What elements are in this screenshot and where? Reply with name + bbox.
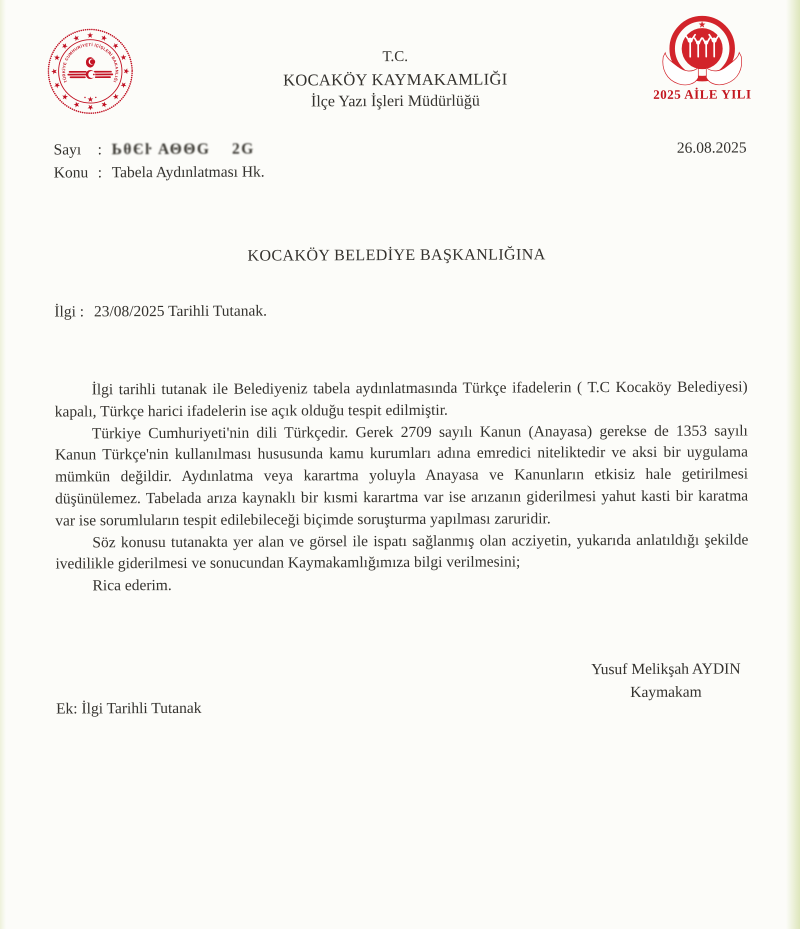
recipient-line: KOCAKÖY BELEDİYE BAŞKANLIĞINA <box>247 246 546 265</box>
letter-date: 26.08.2025 <box>676 139 747 157</box>
body-paragraph: Türkiye Cumhuriyeti'nin dili Türkçedir. Gerek 2709 sayılı Kanun (Anayasa) gerekse de 1353 sayılı Kanun Türkçe'nin kullanılması hususunda kamu kurumları adına emredici niteliktedir ve aksi bir uygulama mümkün değildir. Aydınlatma veya karartma yoluyla Anayasa ve Kanunların etkisiz hale getirilmesi düşünülemez. Tabelada arıza kaynaklı bir kısmi karartma var ise arızanın giderilmesi yahut kasti bir karatma var ise sorumluların tespit edilebileceği biçimde soruşturma yapılması zaruridir. <box>54 422 749 530</box>
sayi-value-obscured: ЬθЄŀ ΑΘΘG 2G <box>111 140 255 159</box>
reference-line <box>54 303 267 322</box>
konu-value: Tabela Aydınlatması Hk. <box>111 163 265 182</box>
seal-bottom-star-icon <box>84 96 96 102</box>
konu-row <box>54 164 265 188</box>
reference-value: 23/08/2025 Tarihli Tutanak. <box>93 302 267 321</box>
seal-ring-text: TÜRKİYE CUMHURİYETİ İÇİŞLERİ BAKANLIĞI <box>61 42 120 84</box>
logo-star-icon <box>699 21 706 28</box>
family-year-2025-logo-icon <box>654 10 750 90</box>
letterhead <box>198 46 592 114</box>
letterhead-office: KOCAKÖY KAYMAKAMLIĞI <box>283 69 508 90</box>
interior-ministry-seal-icon <box>45 26 135 116</box>
attachment-line: Ek: İlgi Tarihli Tutanak <box>56 699 202 718</box>
meta-block <box>54 141 265 188</box>
body-paragraph: İlgi tarihli tutanak ile Belediyeniz tabela aydınlatmasında Türkçe ifadelerin ( T.C Kocaköy Belediyesi) kapalı, Türkçe harici ifadelerin ise açık olduğu tespit edilmiştir. <box>54 378 748 421</box>
seal-center-emblem-icon <box>68 57 112 79</box>
reference-label: İlgi : <box>54 303 85 321</box>
sayi-row <box>54 141 265 165</box>
closing-line: Rica ederim. <box>92 577 172 595</box>
sayi-label: Sayı <box>53 141 82 159</box>
letter-body <box>55 376 749 597</box>
letterhead-department: İlçe Yazı İşleri Müdürlüğü <box>310 92 480 111</box>
sayi-colon: : <box>97 141 102 159</box>
body-paragraph: Söz konusu tutanakta yer alan ve görsel ile ispatı sağlanmış olan acziyetin, yukarıda anlatıldığı şekilde ivedilikle giderilmesi ve sonucundan Kaymakamlığımıza bilgi verilmesini; <box>55 531 749 573</box>
letterhead-tc: T.C. <box>382 48 409 66</box>
signature-title: Kaymakam <box>630 683 702 701</box>
signature-name: Yusuf Melikşah AYDIN <box>591 660 741 679</box>
konu-colon: : <box>97 164 103 182</box>
konu-label: Konu <box>53 164 89 182</box>
signature-block <box>556 658 776 704</box>
family-year-caption: 2025 AİLE YILI <box>653 86 752 102</box>
